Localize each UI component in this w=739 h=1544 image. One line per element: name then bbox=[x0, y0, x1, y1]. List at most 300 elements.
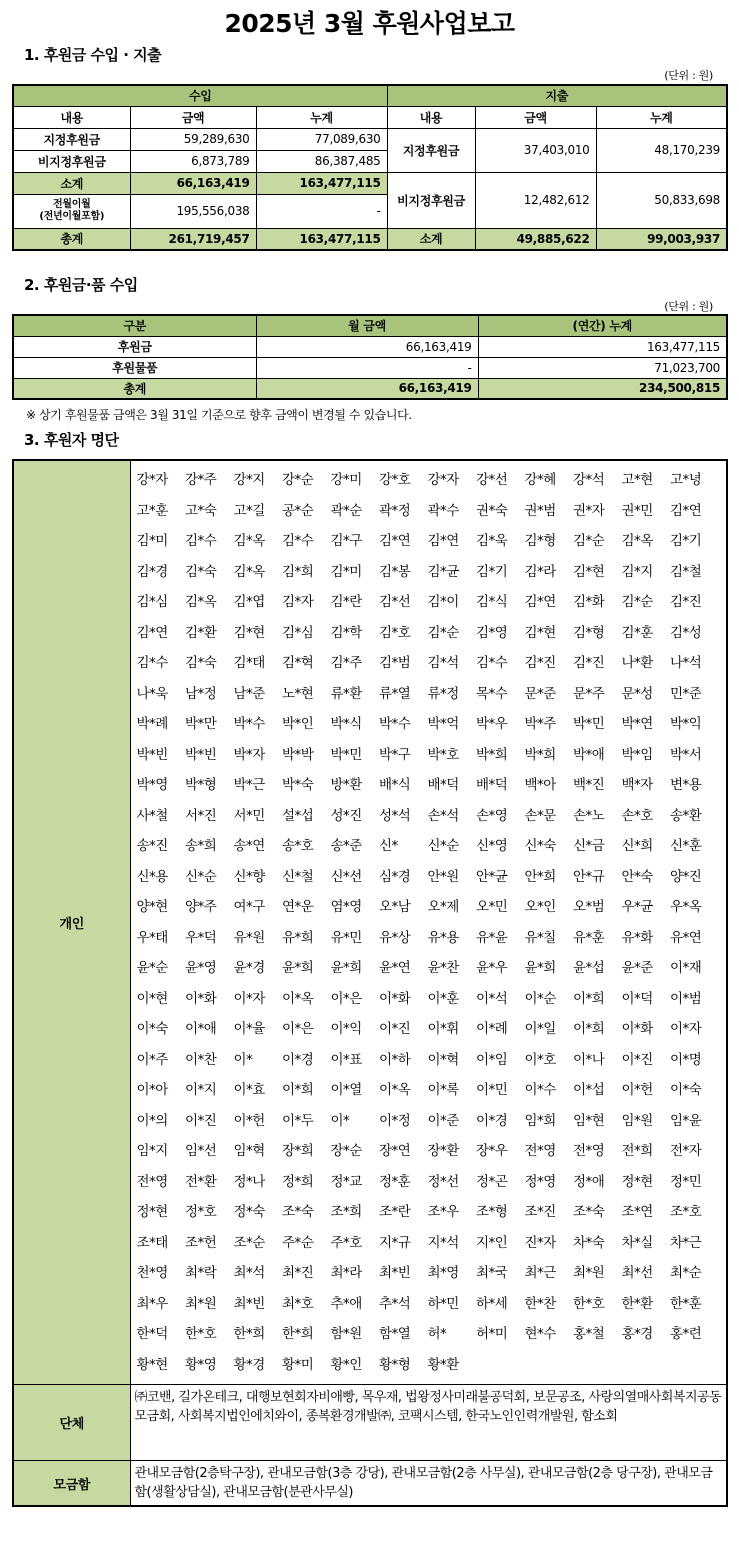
donor-name: 이*준 bbox=[427, 1112, 459, 1129]
donor-name: 하*민 bbox=[427, 1295, 459, 1312]
donor-name: 전*영 bbox=[573, 1143, 605, 1159]
donor-name: 정*민 bbox=[670, 1173, 702, 1190]
donor-name: 임*현 bbox=[573, 1112, 605, 1129]
donor-name: 전*환 bbox=[185, 1173, 217, 1190]
section2-heading: 2. 후원금·품 수입 bbox=[24, 276, 138, 294]
donor-name: 김*수 bbox=[136, 655, 168, 671]
donor-name: 배*덕 bbox=[476, 777, 508, 793]
donor-name: 이*두 bbox=[282, 1112, 314, 1129]
individual-label: 개인 bbox=[13, 460, 130, 1385]
donor-name: 이*경 bbox=[282, 1051, 314, 1068]
donor-name: 박*우 bbox=[476, 716, 508, 732]
donor-name: 유*화 bbox=[621, 929, 653, 946]
donor-name: 윤*연 bbox=[379, 960, 411, 976]
donor-name: 이*현 bbox=[136, 990, 168, 1007]
donor-name: 윤*섭 bbox=[573, 960, 605, 976]
donor-name: 조*연 bbox=[621, 1204, 653, 1220]
donor-name: 김*희 bbox=[282, 563, 314, 580]
donor-name: 고*훈 bbox=[136, 502, 168, 519]
donor-name: 황*미 bbox=[282, 1356, 314, 1373]
expense-subtotal-cumulative: 99,003,937 bbox=[596, 228, 727, 250]
donor-name: 이*정 bbox=[379, 1112, 411, 1129]
donor-name: 윤*희 bbox=[330, 960, 362, 976]
donor-name: 임*원 bbox=[621, 1112, 653, 1129]
donor-name: 손*영 bbox=[476, 807, 508, 824]
donor-name: 김*욱 bbox=[476, 533, 508, 549]
donor-name: 박*영 bbox=[136, 777, 168, 793]
donor-name: 김*순 bbox=[573, 533, 605, 549]
donor-name: 이*주 bbox=[136, 1051, 168, 1068]
donor-name: 백*자 bbox=[621, 777, 653, 793]
donor-name: 김*숙 bbox=[185, 655, 217, 671]
donor-name: 성*진 bbox=[330, 807, 362, 824]
col-cumulative-header: 누계 bbox=[596, 106, 727, 128]
donor-name: 박*연 bbox=[621, 716, 653, 732]
donor-name: 이*화 bbox=[621, 1021, 653, 1037]
donor-name: 박*자 bbox=[233, 746, 265, 763]
donor-name: 강*자 bbox=[136, 472, 168, 488]
donor-name: 차*근 bbox=[670, 1234, 702, 1251]
donor-name: 임*선 bbox=[185, 1143, 217, 1159]
donor-name: 유*연 bbox=[670, 929, 702, 946]
donor-name: 이*경 bbox=[476, 1112, 508, 1129]
donor-name: 문*성 bbox=[621, 685, 653, 702]
donor-name: 차*실 bbox=[621, 1234, 653, 1251]
donor-name: 목*수 bbox=[476, 685, 508, 702]
donor-name: 조*호 bbox=[670, 1204, 702, 1220]
donor-name: 김*형 bbox=[573, 624, 605, 641]
donation-total-label: 총계 bbox=[13, 378, 256, 399]
donor-name: 윤*우 bbox=[476, 960, 508, 976]
donor-name: 김*숙 bbox=[185, 563, 217, 580]
donor-name: 조*형 bbox=[476, 1204, 508, 1220]
donor-name: 우*덕 bbox=[185, 929, 217, 946]
donor-name: 한*환 bbox=[621, 1295, 653, 1312]
donation-total-annual: 234,500,815 bbox=[478, 378, 727, 399]
donor-name: 임*윤 bbox=[670, 1112, 702, 1129]
donor-name: 김*식 bbox=[476, 594, 508, 610]
donor-name: 이*록 bbox=[427, 1082, 459, 1098]
donor-name: 김*현 bbox=[524, 624, 556, 641]
donor-name: 주*호 bbox=[330, 1234, 362, 1251]
donor-name: 신*희 bbox=[621, 838, 653, 854]
expense-amount: 37,403,010 bbox=[475, 128, 596, 172]
donor-name: 이*자 bbox=[233, 990, 265, 1007]
donor-name: 박*서 bbox=[670, 746, 702, 763]
donor-name: 정*숙 bbox=[233, 1204, 265, 1220]
donor-name: 박*익 bbox=[670, 716, 702, 732]
donor-name: 박*수 bbox=[379, 716, 411, 732]
donor-name: 장*연 bbox=[379, 1143, 411, 1159]
donor-name: 김*연 bbox=[670, 502, 702, 519]
donor-name: 윤*순 bbox=[136, 960, 168, 976]
donor-name: 김*연 bbox=[524, 594, 556, 610]
income-amount: 195,556,038 bbox=[130, 194, 256, 228]
donor-name: 류*열 bbox=[379, 685, 411, 702]
donor-name: 백*진 bbox=[573, 777, 605, 793]
donor-name: 황*인 bbox=[330, 1356, 362, 1373]
group-names: ㈜코밴, 길가온테크, 대행보현회자비애빵, 목우재, 법왕정사미래불공덕회, 보문공조, 사랑의열매사회복지공동모금회, 사회복지법인에치와이, 종복환경개발㈜, 코팩시스템, 한국노인인력개발원, 함소회 bbox=[130, 1385, 727, 1461]
donor-name: 한*덕 bbox=[136, 1326, 168, 1342]
donor-name: 김*형 bbox=[524, 533, 556, 549]
donor-name: 이*재 bbox=[670, 960, 702, 976]
donor-name: 이*희 bbox=[573, 990, 605, 1007]
donor-name: 장*순 bbox=[330, 1143, 362, 1159]
donor-name: 홍*경 bbox=[621, 1326, 653, 1342]
donation-table bbox=[12, 314, 728, 400]
donor-name: 최*진 bbox=[282, 1265, 314, 1281]
donor-name: 송*연 bbox=[233, 838, 265, 854]
donor-name: 전*자 bbox=[670, 1143, 702, 1159]
donor-name: 김*수 bbox=[476, 655, 508, 671]
donor-name: 이*익 bbox=[330, 1021, 362, 1037]
donor-name: 오*민 bbox=[476, 899, 508, 915]
donor-name: 박*민 bbox=[330, 746, 362, 763]
donor-name: 권*숙 bbox=[476, 502, 508, 519]
donor-name: 양*주 bbox=[185, 899, 217, 915]
donor-name: 유*용 bbox=[427, 929, 459, 946]
donor-name: 진*자 bbox=[524, 1234, 556, 1251]
donor-name: 이*덕 bbox=[621, 990, 653, 1007]
expense-subtotal-amount: 49,885,622 bbox=[475, 228, 596, 250]
donor-name: 김*란 bbox=[330, 594, 362, 610]
donor-name: 유*칠 bbox=[524, 929, 556, 946]
donor-name: 손*문 bbox=[524, 807, 556, 824]
donor-name: 곽*정 bbox=[379, 502, 411, 519]
donor-name: 우*태 bbox=[136, 929, 168, 946]
donor-name: 이*율 bbox=[233, 1021, 265, 1037]
donor-name: 오*인 bbox=[524, 899, 556, 915]
donor-name: 정*교 bbox=[330, 1173, 362, 1190]
donor-name: 류*환 bbox=[330, 685, 362, 702]
donor-name: 이*나 bbox=[573, 1051, 605, 1068]
donor-name: 임*지 bbox=[136, 1143, 168, 1159]
donor-name: 강*선 bbox=[476, 472, 508, 488]
donor-name: 윤*경 bbox=[233, 960, 265, 976]
donor-name: 최*원 bbox=[573, 1265, 605, 1281]
donor-name: 조*순 bbox=[233, 1234, 265, 1251]
donor-name: 이*임 bbox=[476, 1051, 508, 1068]
income-cumulative: 86,387,485 bbox=[256, 150, 387, 172]
donor-name: 추*석 bbox=[379, 1295, 411, 1312]
donor-name: 변*용 bbox=[670, 777, 702, 793]
donor-name: 백*아 bbox=[524, 777, 556, 793]
donor-name: 김*태 bbox=[233, 655, 265, 671]
page-title: 2025년 3월 후원사업보고 bbox=[224, 9, 515, 38]
donor-name: 이*찬 bbox=[185, 1051, 217, 1068]
donation-total-month: 66,163,419 bbox=[256, 378, 478, 399]
donor-name: 김*옥 bbox=[233, 563, 265, 580]
donor-name: 강*호 bbox=[379, 472, 411, 488]
donor-name: 윤*희 bbox=[282, 960, 314, 976]
donor-name: 이*명 bbox=[670, 1051, 702, 1068]
donor-name: 이*열 bbox=[330, 1082, 362, 1098]
donor-name: 차*숙 bbox=[573, 1234, 605, 1251]
donor-name: 최*우 bbox=[136, 1295, 168, 1312]
donor-name: 문*준 bbox=[524, 685, 556, 702]
donor-name: 여*구 bbox=[233, 899, 265, 915]
donor-name: 천*영 bbox=[136, 1265, 168, 1281]
donor-name: 김*성 bbox=[670, 624, 702, 641]
donor-name: 김*연 bbox=[427, 533, 459, 549]
donor-name: 정*영 bbox=[524, 1173, 556, 1190]
donor-name: 정*애 bbox=[573, 1173, 605, 1190]
donor-name: 장*환 bbox=[427, 1143, 459, 1159]
donor-name: 김*철 bbox=[670, 563, 702, 580]
income-expense-table bbox=[12, 84, 728, 251]
donor-name: 문*주 bbox=[573, 685, 605, 702]
donor-name: 윤*희 bbox=[524, 960, 556, 976]
donor-name: 김*훈 bbox=[621, 624, 653, 641]
donor-name: 이*순 bbox=[524, 990, 556, 1007]
donor-name: 정*나 bbox=[233, 1173, 265, 1190]
donor-name: 최*선 bbox=[621, 1265, 653, 1281]
donor-name: 오*제 bbox=[427, 899, 459, 915]
donor-name: 정*희 bbox=[282, 1173, 314, 1190]
donation-month: - bbox=[256, 357, 478, 378]
donor-name: 신*순 bbox=[427, 838, 459, 854]
donor-name: 배*식 bbox=[379, 777, 411, 793]
donor-name: 정*현 bbox=[621, 1173, 653, 1190]
donor-name: 김*화 bbox=[573, 594, 605, 610]
donor-name: 서*민 bbox=[233, 807, 265, 824]
donor-name: 박*애 bbox=[573, 746, 605, 763]
col-item-header: 내용 bbox=[387, 106, 475, 128]
donor-name: 민*준 bbox=[670, 685, 702, 702]
donor-name: 설*섭 bbox=[282, 807, 314, 824]
donor-name: 이*아 bbox=[136, 1082, 168, 1098]
donor-name: 연*운 bbox=[282, 899, 314, 915]
income-carryover-line1: 전월이월 bbox=[53, 199, 91, 210]
donor-name: 장*우 bbox=[476, 1143, 508, 1159]
donor-name: 최*영 bbox=[427, 1265, 459, 1281]
donor-name: 이*숙 bbox=[670, 1082, 702, 1098]
donor-name: 안*희 bbox=[524, 868, 556, 885]
donor-name: 이*훈 bbox=[427, 990, 459, 1007]
donor-name: 조*숙 bbox=[573, 1204, 605, 1220]
donor-name: 신*철 bbox=[282, 868, 314, 885]
donor-name: 이*헌 bbox=[233, 1112, 265, 1129]
donor-name: 김*심 bbox=[136, 594, 168, 610]
donation-label: 후원금 bbox=[13, 336, 256, 357]
donor-name: 이*화 bbox=[379, 990, 411, 1007]
donor-name: 류*정 bbox=[427, 685, 459, 702]
donor-name: 강*석 bbox=[573, 472, 605, 488]
donor-name: 유*원 bbox=[233, 929, 265, 946]
donor-name: 김*옥 bbox=[233, 533, 265, 549]
donor-name: 고*길 bbox=[233, 502, 265, 519]
donor-name: 안*규 bbox=[573, 868, 605, 885]
donor-name: 이*진 bbox=[185, 1112, 217, 1129]
donor-name: 김*엽 bbox=[233, 594, 265, 610]
donor-name: 김*범 bbox=[379, 655, 411, 671]
donor-name: 신* bbox=[379, 838, 398, 854]
donor-name: 심*경 bbox=[379, 868, 411, 885]
donor-name: 한*호 bbox=[573, 1295, 605, 1312]
donor-name: 최*호 bbox=[282, 1295, 314, 1312]
donor-name: 박*례 bbox=[136, 716, 168, 732]
donor-name: 박*식 bbox=[330, 716, 362, 732]
donor-name: 최*순 bbox=[670, 1265, 702, 1281]
donor-name: 김*호 bbox=[379, 624, 411, 641]
donor-name: 황*경 bbox=[233, 1356, 265, 1373]
donor-name: 박*인 bbox=[282, 716, 314, 732]
donor-name: 권*범 bbox=[524, 502, 556, 519]
donor-name: 김*옥 bbox=[621, 533, 653, 549]
donor-name: 이*진 bbox=[379, 1021, 411, 1037]
donor-name: 이*은 bbox=[330, 990, 362, 1007]
donor-name: 이*호 bbox=[524, 1051, 556, 1068]
donor-name: 오*범 bbox=[573, 899, 605, 915]
donor-name: 박*민 bbox=[573, 716, 605, 732]
donor-name: 고*현 bbox=[621, 472, 653, 488]
donor-name: 최*국 bbox=[476, 1265, 508, 1281]
donor-name: 임*혁 bbox=[233, 1143, 265, 1159]
donor-name: 김*환 bbox=[185, 624, 217, 641]
donor-list-table bbox=[12, 459, 728, 1507]
donor-name: 노*현 bbox=[282, 685, 314, 702]
donor-name: 이*표 bbox=[330, 1051, 362, 1068]
donor-name: 최*라 bbox=[330, 1265, 362, 1281]
income-total-amount: 261,719,457 bbox=[130, 228, 256, 250]
section2-unit: (단위 : 원) bbox=[664, 300, 713, 313]
donor-name: 신*선 bbox=[330, 868, 362, 885]
donor-name: 박*구 bbox=[379, 746, 411, 763]
donor-name: 김*주 bbox=[330, 655, 362, 671]
donor-name: 이*희 bbox=[282, 1082, 314, 1098]
donor-name: 추*애 bbox=[330, 1295, 362, 1312]
donor-name: 안*숙 bbox=[621, 868, 653, 885]
donor-name: 김*수 bbox=[282, 533, 314, 549]
donor-name: 남*준 bbox=[233, 685, 265, 702]
donor-name: 최*빈 bbox=[233, 1295, 265, 1312]
donor-name: 양*현 bbox=[136, 899, 168, 915]
donor-name: 신*금 bbox=[573, 838, 605, 854]
donor-name: 함*열 bbox=[379, 1326, 411, 1342]
donor-name: 김*선 bbox=[379, 594, 411, 610]
donor-name: 김*진 bbox=[524, 655, 556, 671]
donor-name: 이*헌 bbox=[621, 1082, 653, 1098]
donor-name: 조*헌 bbox=[185, 1234, 217, 1251]
donor-name: 신*숙 bbox=[524, 838, 556, 854]
donor-name: 정*선 bbox=[427, 1173, 459, 1190]
donor-name: 김*진 bbox=[670, 594, 702, 610]
donor-name: 염*영 bbox=[330, 899, 362, 915]
donor-name: 황*현 bbox=[136, 1356, 168, 1373]
donation-label: 후원물품 bbox=[13, 357, 256, 378]
donor-name: 조*희 bbox=[330, 1204, 362, 1220]
donor-name: 우*옥 bbox=[670, 899, 702, 915]
donor-name: 김*구 bbox=[330, 533, 362, 549]
donor-name: 박*임 bbox=[621, 746, 653, 763]
donor-name: 신*용 bbox=[136, 868, 168, 885]
donor-name: 이*애 bbox=[185, 1021, 217, 1037]
donor-name: 한*희 bbox=[233, 1326, 265, 1342]
donor-name: 이*자 bbox=[670, 1021, 702, 1037]
donor-name: 신*영 bbox=[476, 838, 508, 854]
donor-name: 허*미 bbox=[476, 1326, 508, 1342]
donor-name: 박*희 bbox=[524, 746, 556, 763]
donor-name: 한*찬 bbox=[524, 1295, 556, 1312]
donor-name: 송*환 bbox=[670, 807, 702, 824]
donation-month: 66,163,419 bbox=[256, 336, 478, 357]
donor-name: 박*희 bbox=[476, 746, 508, 763]
col-amount-header: 금액 bbox=[475, 106, 596, 128]
donor-name: 박*빈 bbox=[136, 746, 168, 763]
donor-name: 황*영 bbox=[185, 1356, 217, 1373]
donor-name: 송*희 bbox=[185, 838, 217, 854]
income-total-label: 총계 bbox=[13, 228, 130, 250]
donor-name: 오*남 bbox=[379, 899, 411, 915]
col-amount-header: 금액 bbox=[130, 106, 256, 128]
donor-name: 김*기 bbox=[670, 533, 702, 549]
donor-name: 이*옥 bbox=[282, 990, 314, 1007]
donor-name: 김*기 bbox=[476, 563, 508, 580]
donor-name: 방*환 bbox=[330, 777, 362, 793]
donor-name: 전*희 bbox=[621, 1143, 653, 1159]
donor-name: 나*욱 bbox=[136, 685, 168, 702]
donor-name: 박*숙 bbox=[282, 777, 314, 793]
donor-name: 조*태 bbox=[136, 1234, 168, 1251]
donor-name: 이*지 bbox=[185, 1082, 217, 1098]
donor-name: 강*순 bbox=[282, 472, 314, 488]
donor-name: 신*훈 bbox=[670, 838, 702, 854]
donor-name: 박*근 bbox=[233, 777, 265, 793]
donor-name: 조*진 bbox=[524, 1204, 556, 1220]
donor-name: 함*원 bbox=[330, 1326, 362, 1342]
donor-name: 조*란 bbox=[379, 1204, 411, 1220]
donor-name: 이*일 bbox=[524, 1021, 556, 1037]
col-month-header: 월 금액 bbox=[256, 315, 478, 336]
donor-name: 박*빈 bbox=[185, 746, 217, 763]
donor-name: 조*숙 bbox=[282, 1204, 314, 1220]
donor-name: 한*희 bbox=[282, 1326, 314, 1342]
income-cumulative: 77,089,630 bbox=[256, 128, 387, 150]
donor-name: 강*주 bbox=[185, 472, 217, 488]
donor-name: 지*인 bbox=[476, 1234, 508, 1251]
donor-name: 손*호 bbox=[621, 807, 653, 824]
donation-annual: 71,023,700 bbox=[478, 357, 727, 378]
donor-name: 이*수 bbox=[524, 1082, 556, 1098]
income-amount: 6,873,789 bbox=[130, 150, 256, 172]
donor-name: 김*연 bbox=[136, 624, 168, 641]
donor-name: 김*봉 bbox=[379, 563, 411, 580]
donor-name: 김*진 bbox=[573, 655, 605, 671]
section3-heading: 3. 후원자 명단 bbox=[24, 431, 119, 449]
donation-note: ※ 상기 후원물품 금액은 3월 31일 기준으로 향후 금액이 변경될 수 있습니다. bbox=[26, 408, 412, 422]
donor-name: 이*숙 bbox=[136, 1021, 168, 1037]
income-amount: 59,289,630 bbox=[130, 128, 256, 150]
donor-name: 권*민 bbox=[621, 502, 653, 519]
donor-name: 김*영 bbox=[476, 624, 508, 641]
income-carryover-line2: (전년이월포함) bbox=[39, 211, 105, 222]
donor-name: 강*혜 bbox=[524, 472, 556, 488]
donor-name: 나*환 bbox=[621, 655, 653, 671]
income-cumulative: - bbox=[256, 194, 387, 228]
donor-name: 김*라 bbox=[524, 563, 556, 580]
income-header: 수입 bbox=[13, 85, 387, 106]
donor-name: 김*현 bbox=[573, 563, 605, 580]
donor-name: 이*민 bbox=[476, 1082, 508, 1098]
donor-name: 임*희 bbox=[524, 1112, 556, 1129]
donor-name: 이*석 bbox=[476, 990, 508, 1007]
donor-name: 홍*련 bbox=[670, 1326, 702, 1342]
donor-name: 김*학 bbox=[330, 624, 362, 641]
donor-name: 최*근 bbox=[524, 1265, 556, 1281]
donor-name: 현*수 bbox=[524, 1326, 556, 1342]
donor-name: 곽*수 bbox=[427, 502, 459, 519]
donor-name: 박*수 bbox=[233, 716, 265, 732]
